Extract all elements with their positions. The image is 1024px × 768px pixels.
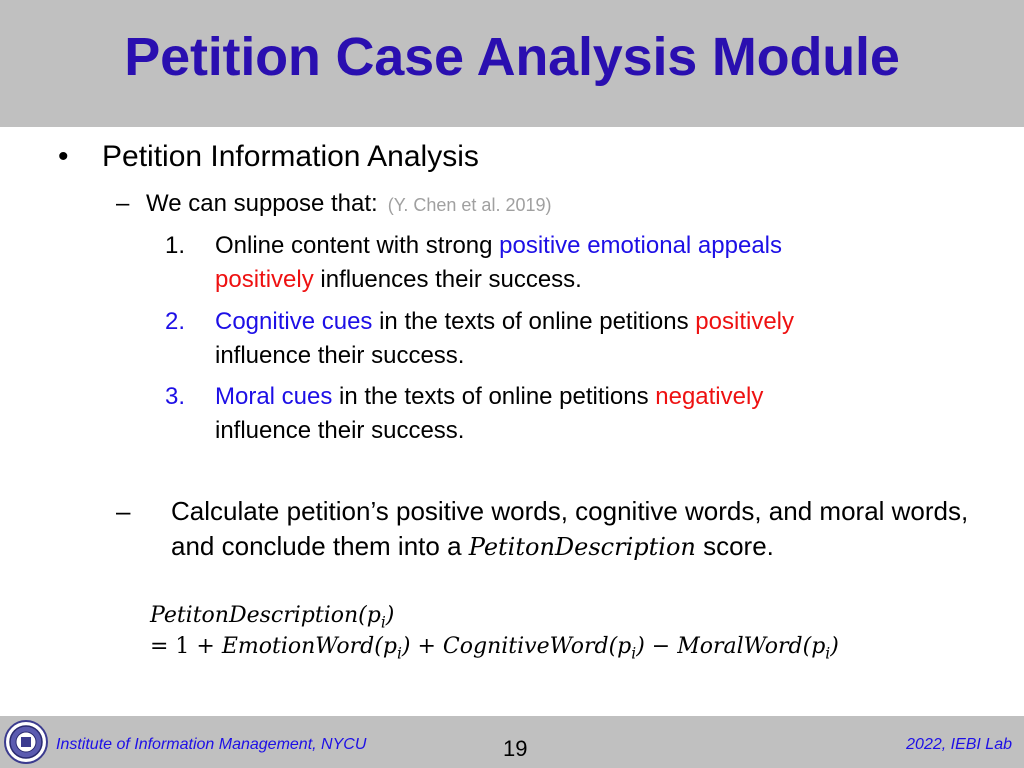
formula-line-2: = $1 + EmotionWord(p_i)$ + $CognitiveWord(p_i)$ − $MoralWord(p_i)$ [150,634,839,663]
citation: (Y. Chen et al. 2019) [387,195,552,215]
formula-arg: p [366,603,381,628]
sub-bullet-suppose [116,190,551,218]
sub-bullet-text-part: score. [695,531,774,561]
formula-prefix: = 1 + [150,634,222,659]
page-number: 19 [503,736,528,761]
university-seal-icon [4,720,48,764]
item-text [215,305,955,373]
item-highlight-blue: Cognitive cues [215,308,373,335]
item-highlight-blue: Moral cues [215,383,333,410]
item-text [215,229,955,297]
item-text-part: influences their success. [313,266,582,293]
inline-math: PetitonDescription [468,533,696,561]
item-highlight-red: positively [695,308,795,335]
sub-bullet-text [171,494,981,565]
item-text-part: in the texts of online petitions [372,308,696,335]
formula-sub: i [825,644,831,663]
item-highlight-red: negatively [655,383,764,410]
item-text-part: influence their success. [215,342,465,369]
item-highlight-red: positively [215,266,314,293]
formula-arg: p [617,634,632,659]
bullet-petition-info [58,140,479,174]
item-text [215,380,955,448]
formula-line-1: $PetitonDescription(p_i)$ [150,603,395,632]
bullet-glyph: • [58,140,69,173]
footer-lab: 2022, IEBI Lab [906,736,1012,753]
dash-glyph: – [116,190,130,217]
formula-name: PetitonDescription [150,603,359,628]
formula-term: CognitiveWord [442,634,609,659]
footer-institute: Institute of Information Management, NYCU [56,736,367,753]
item-highlight-blue: positive emotional appeals [499,232,782,259]
sub-bullet-text-part: Calculate petition’s positive words, cognitive words, and moral words, and conclude them into a [171,496,969,561]
formula-arg: p [811,634,826,659]
slide-title: Petition Case Analysis Module [124,27,900,87]
bullet-text: Petition Information Analysis [102,140,479,173]
item-text-part: in the texts of online petitions [332,383,656,410]
dash-glyph: – [116,496,131,526]
formula-term: MoralWord [677,634,803,659]
item-text-part: influence their success. [215,417,465,444]
item-number: 3. [165,383,186,410]
item-number: 1. [165,232,186,259]
item-text-part: Online content with strong [215,232,500,259]
formula-sub: i [380,613,386,632]
formula-sub: i [396,644,402,663]
item-number: 2. [165,308,186,335]
formula-sub: i [631,644,637,663]
formula-term: EmotionWord [221,634,375,659]
formula-arg: p [382,634,397,659]
sub-bullet-text: We can suppose that: [146,190,378,217]
